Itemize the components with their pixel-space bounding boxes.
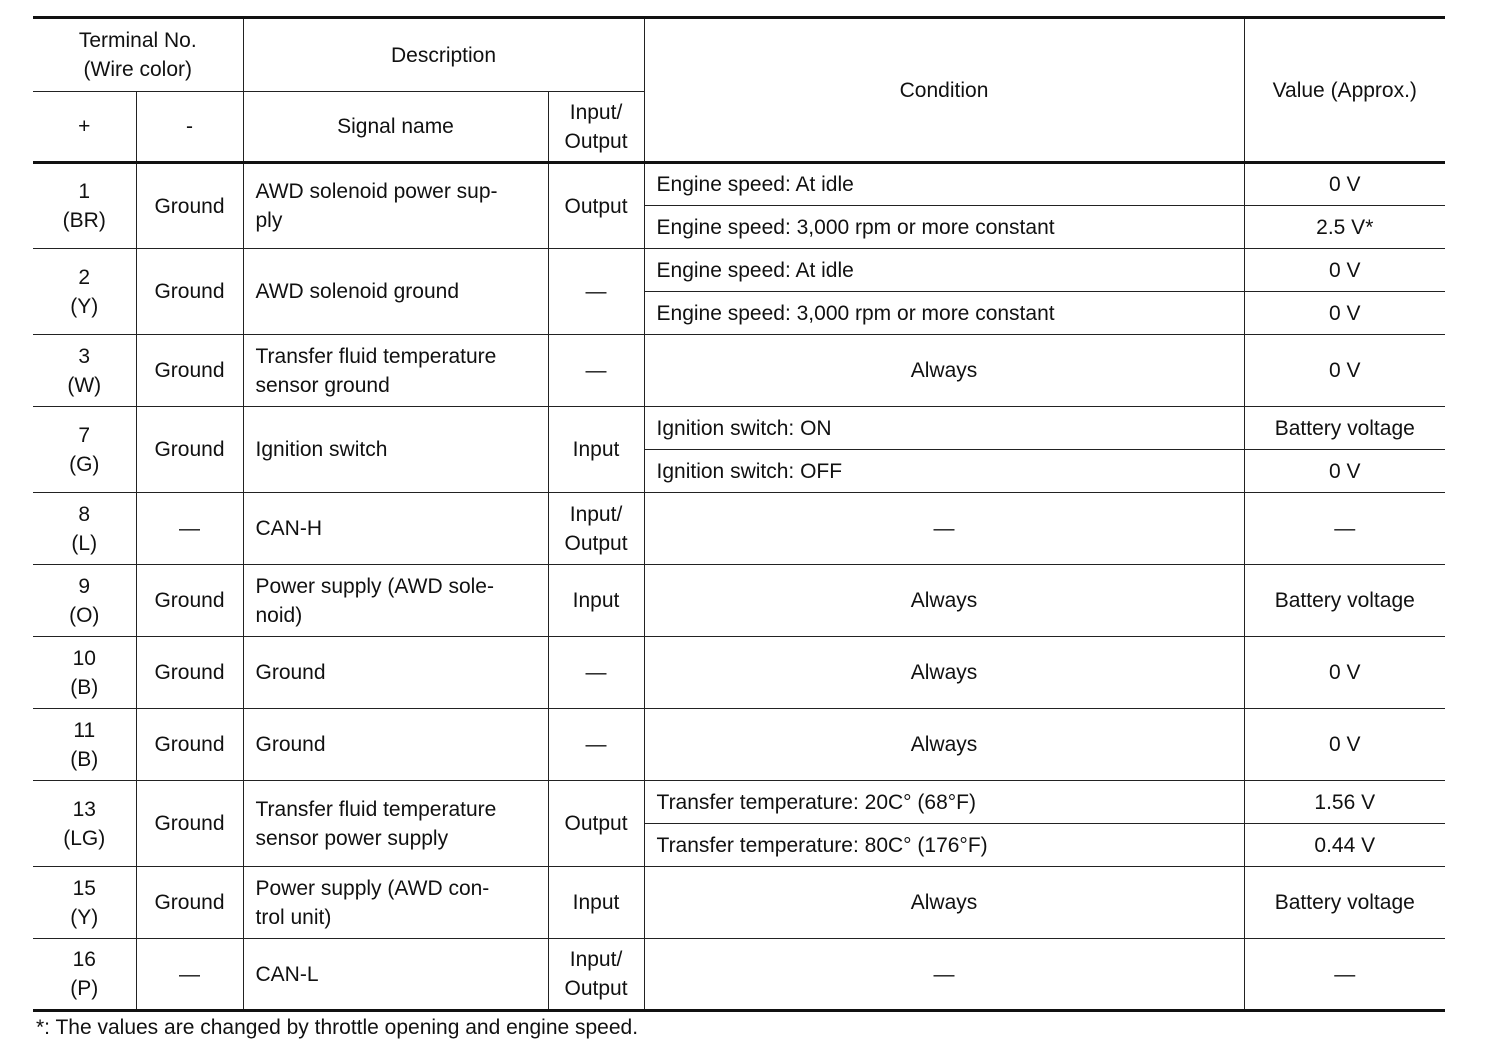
- header-description: Description: [243, 18, 644, 92]
- value-cell: Battery voltage: [1244, 407, 1445, 450]
- condition-cell: Ignition switch: ON: [644, 407, 1244, 450]
- ground-cell: —: [136, 939, 243, 1011]
- table-body: [33, 163, 1445, 1011]
- value-cell: 0.44 V: [1244, 824, 1445, 867]
- condition-cell: Always: [644, 565, 1244, 637]
- input-output-cell: Input: [548, 867, 644, 939]
- signal-name-cell: AWD solenoid power sup- ply: [243, 163, 548, 249]
- value-cell: 1.56 V: [1244, 781, 1445, 824]
- table-row: [33, 637, 1445, 709]
- terminal-cell: 2 (Y): [33, 249, 136, 335]
- condition-cell: —: [644, 939, 1244, 1011]
- signal-name-cell: Transfer fluid temperature sensor power supply: [243, 781, 548, 867]
- table-row: [33, 939, 1445, 1011]
- table-row: [33, 867, 1445, 939]
- input-output-cell: Input/ Output: [548, 493, 644, 565]
- condition-cell: —: [644, 493, 1244, 565]
- value-cell: Battery voltage: [1244, 867, 1445, 939]
- terminal-cell: 16 (P): [33, 939, 136, 1011]
- footnote: *: The values are changed by throttle opening and engine speed.: [36, 1016, 639, 1039]
- condition-cell: Transfer temperature: 80C° (176°F): [644, 824, 1244, 867]
- condition-cell: Always: [644, 867, 1244, 939]
- header-terminal: Terminal No. (Wire color): [33, 18, 243, 92]
- ground-cell: Ground: [136, 565, 243, 637]
- ground-cell: Ground: [136, 407, 243, 493]
- table-row: [33, 163, 1445, 206]
- value-cell: 0 V: [1244, 249, 1445, 292]
- value-cell: 0 V: [1244, 709, 1445, 781]
- signal-name-cell: Transfer fluid temperature sensor ground: [243, 335, 548, 407]
- signal-name-cell: Power supply (AWD sole- noid): [243, 565, 548, 637]
- signal-name-cell: Ground: [243, 637, 548, 709]
- ground-cell: Ground: [136, 163, 243, 249]
- condition-cell: Ignition switch: OFF: [644, 450, 1244, 493]
- input-output-cell: Input: [548, 407, 644, 493]
- signal-name-cell: AWD solenoid ground: [243, 249, 548, 335]
- input-output-cell: —: [548, 249, 644, 335]
- input-output-cell: —: [548, 637, 644, 709]
- condition-cell: Engine speed: At idle: [644, 249, 1244, 292]
- value-cell: 0 V: [1244, 637, 1445, 709]
- table-row: [33, 565, 1445, 637]
- terminal-cell: 7 (G): [33, 407, 136, 493]
- ground-cell: Ground: [136, 709, 243, 781]
- terminal-cell: 3 (W): [33, 335, 136, 407]
- terminal-cell: 1 (BR): [33, 163, 136, 249]
- terminal-cell: 11 (B): [33, 709, 136, 781]
- signal-name-cell: Ground: [243, 709, 548, 781]
- terminal-cell: 13 (LG): [33, 781, 136, 867]
- input-output-cell: —: [548, 709, 644, 781]
- value-cell: Battery voltage: [1244, 565, 1445, 637]
- header-value: Value (Approx.): [1244, 18, 1445, 163]
- table-row: [33, 493, 1445, 565]
- signal-name-cell: Ignition switch: [243, 407, 548, 493]
- value-cell: 0 V: [1244, 335, 1445, 407]
- condition-cell: Engine speed: 3,000 rpm or more constant: [644, 206, 1244, 249]
- value-cell: 2.5 V*: [1244, 206, 1445, 249]
- table-row: [33, 249, 1445, 292]
- table-row: [33, 407, 1445, 450]
- terminal-cell: 15 (Y): [33, 867, 136, 939]
- ground-cell: Ground: [136, 637, 243, 709]
- input-output-cell: Output: [548, 163, 644, 249]
- ground-cell: Ground: [136, 867, 243, 939]
- value-cell: —: [1244, 939, 1445, 1011]
- signal-name-cell: CAN-L: [243, 939, 548, 1011]
- condition-cell: Always: [644, 709, 1244, 781]
- value-cell: —: [1244, 493, 1445, 565]
- condition-cell: Engine speed: 3,000 rpm or more constant: [644, 292, 1244, 335]
- condition-cell: Transfer temperature: 20C° (68°F): [644, 781, 1244, 824]
- header-input-output: Input/ Output: [548, 92, 644, 163]
- header-condition: Condition: [644, 18, 1244, 163]
- terminal-cell: 9 (O): [33, 565, 136, 637]
- condition-cell: Always: [644, 335, 1244, 407]
- input-output-cell: —: [548, 335, 644, 407]
- value-cell: 0 V: [1244, 292, 1445, 335]
- header-minus: -: [136, 92, 243, 163]
- terminal-cell: 8 (L): [33, 493, 136, 565]
- table-row: [33, 709, 1445, 781]
- condition-cell: Always: [644, 637, 1244, 709]
- table-row: [33, 781, 1445, 824]
- header-plus: +: [33, 92, 136, 163]
- input-output-cell: Output: [548, 781, 644, 867]
- ground-cell: Ground: [136, 249, 243, 335]
- ground-cell: Ground: [136, 335, 243, 407]
- input-output-cell: Input: [548, 565, 644, 637]
- table-row: [33, 335, 1445, 407]
- ground-cell: Ground: [136, 781, 243, 867]
- value-cell: 0 V: [1244, 450, 1445, 493]
- condition-cell: Engine speed: At idle: [644, 163, 1244, 206]
- terminal-cell: 10 (B): [33, 637, 136, 709]
- ground-cell: —: [136, 493, 243, 565]
- signal-name-cell: Power supply (AWD con- trol unit): [243, 867, 548, 939]
- terminal-spec-table: [33, 16, 1445, 1012]
- header-signal-name: Signal name: [243, 92, 548, 163]
- signal-name-cell: CAN-H: [243, 493, 548, 565]
- value-cell: 0 V: [1244, 163, 1445, 206]
- input-output-cell: Input/ Output: [548, 939, 644, 1011]
